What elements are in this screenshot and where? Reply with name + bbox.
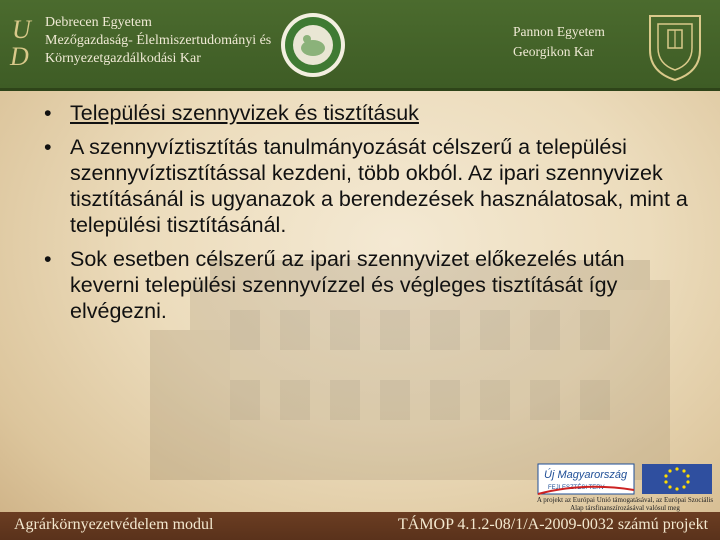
bullet-dot: • — [44, 247, 52, 271]
bullet-item — [42, 100, 692, 126]
header-left-line: Debrecen Egyetem — [45, 15, 152, 30]
university-seal-logo — [280, 12, 346, 78]
header-right-line: Pannon Egyetem — [513, 24, 605, 39]
header-right-title — [513, 22, 605, 62]
bullet-text: Települési szennyvizek és tisztításuk — [70, 101, 419, 125]
header-left-line: Környezetgazdálkodási Kar — [45, 51, 201, 66]
bullet-dot: • — [44, 101, 52, 125]
eu-funding-note: A projekt az Európai Unió támogatásával, az Európai Szociális Alap társfinanszírozásával valósul meg — [536, 496, 714, 512]
fejlesztesi-terv-text: FEJLESZTÉSI TERV — [548, 485, 605, 491]
funding-logo-graphics — [534, 462, 716, 496]
bullet-list — [42, 100, 692, 332]
bullet-item — [42, 246, 692, 324]
header-right-line: Georgikon Kar — [513, 44, 595, 59]
bullet-text: A szennyvíztisztítás tanulmányozását célszerű a települési szennyvíztisztítással kezdeni, több okból. Az ipari szennyvizek tisztításánál is ugyanazok a berendezések használatosak, mint a települési tisztításánál. — [70, 135, 688, 237]
svg-text:U: U — [12, 15, 31, 44]
georgikon-shield-logo — [640, 10, 710, 82]
bullet-text: Sok esetben célszerű az ipari szennyvizet előkezelés után keverni települési szennyvízzel és végleges tisztítását így elvégezni. — [70, 247, 625, 323]
header-left-line: Mezőgazdaság- Élelmiszertudományi és — [45, 33, 272, 48]
footer-bar — [0, 512, 720, 540]
footer-module-name: Agrárkörnyezetvédelem modul — [14, 516, 214, 533]
debrecen-monogram-logo — [8, 10, 38, 70]
svg-text:D: D — [10, 42, 29, 70]
bullet-dot: • — [44, 135, 52, 159]
footer-project-id: TÁMOP 4.1.2-08/1/A-2009-0032 számú projekt — [398, 516, 709, 533]
header-banner — [0, 0, 720, 91]
header-left-title — [45, 14, 271, 68]
ujmagyarorszag-logo-text: Új Magyarország — [544, 469, 628, 481]
bullet-item — [42, 134, 692, 238]
